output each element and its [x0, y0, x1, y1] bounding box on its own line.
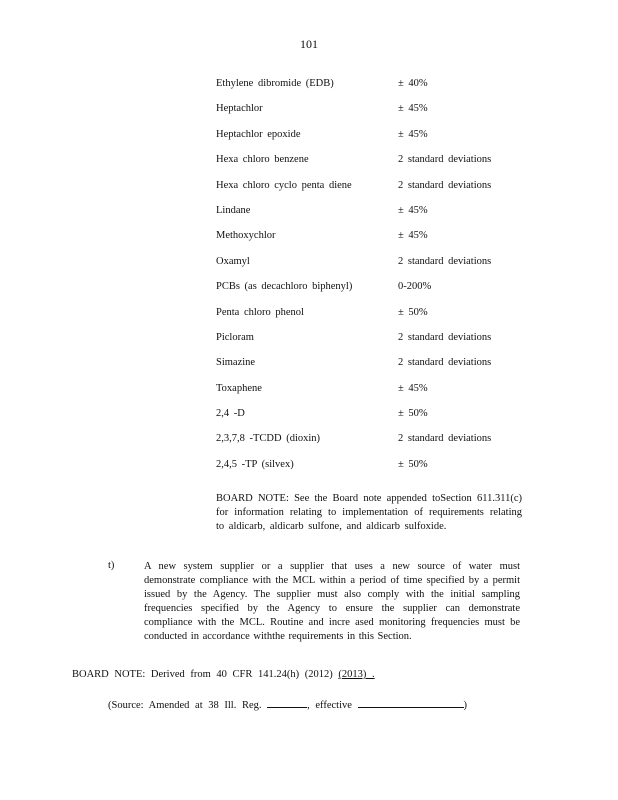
- acceptance-limit: ± 45%: [398, 230, 428, 242]
- table-row: [216, 408, 536, 433]
- board-note-derived: [72, 669, 375, 680]
- table-row: [216, 383, 536, 408]
- chemical-name: 2,4 -D: [216, 408, 245, 420]
- table-row: [216, 256, 536, 281]
- acceptance-limit: 2 standard deviations: [398, 331, 492, 343]
- subsection-text: A new system supplier or a supplier that uses a new source of water must demonstrate compliance with the MCL within a period of time specified by a permit issued by the Agency. The supplier must also comply with the initial sampling frequencies specified by the Agency to ensure the supplier can demonstrate compliance with the MCL. Routine and incre ased monitoring frequencies must be conducted in accordance withthe requirements in this Section.: [144, 561, 520, 642]
- board-note-aldicarb: BOARD NOTE: See the Board note appended toSection 611.311(c) for information relating to implementation of requirements relating to aldicarb, aldicarb sulfone, and aldicarb sulfoxide.: [216, 493, 522, 532]
- chemical-name: Heptachlor: [216, 103, 263, 115]
- acceptance-limit: ± 45%: [398, 204, 428, 216]
- acceptance-limit: 2 standard deviations: [398, 357, 492, 369]
- acceptance-limit: ± 50%: [398, 458, 428, 470]
- acceptance-limit: 2 standard deviations: [398, 255, 492, 267]
- source-note: [108, 696, 467, 711]
- chemical-name: Oxamyl: [216, 255, 250, 267]
- table-row: [216, 281, 536, 306]
- chemical-name: Heptachlor epoxide: [216, 128, 301, 140]
- acceptance-limit: 2 standard deviations: [398, 433, 492, 445]
- chemical-name: Lindane: [216, 204, 251, 216]
- table-row: [216, 357, 536, 382]
- inserted-year: (2013) .: [338, 669, 375, 680]
- acceptance-limit: ± 50%: [398, 306, 428, 318]
- table-row: [216, 332, 536, 357]
- acceptance-limit: 0-200%: [398, 281, 432, 293]
- table-row: [216, 103, 536, 128]
- acceptance-limit: ± 45%: [398, 128, 428, 140]
- chemical-name: Methoxychlor: [216, 230, 276, 242]
- table-row: [216, 230, 536, 255]
- chemical-name: Ethylene dibromide (EDB): [216, 78, 334, 89]
- chemical-name: Hexa chloro benzene: [216, 154, 309, 166]
- source-middle: , effective: [307, 700, 352, 711]
- effective-date-blank: [358, 696, 464, 708]
- deleted-year: (2012): [304, 669, 333, 680]
- source-prefix: (Source: Amended at 38 Ill. Reg.: [108, 700, 262, 711]
- acceptance-limit: ± 45%: [398, 103, 428, 115]
- chemical-name: Penta chloro phenol: [216, 306, 304, 318]
- acceptance-limit: ± 50%: [398, 408, 428, 420]
- chemical-name: PCBs (as decachloro biphenyl): [216, 281, 353, 293]
- acceptance-limit: ± 45%: [398, 382, 428, 394]
- acceptance-limit: ± 40%: [398, 78, 428, 89]
- board-note-prefix: BOARD NOTE: Derived from 40 CFR 141.24(h): [72, 669, 300, 680]
- chemical-name: Toxaphene: [216, 382, 262, 394]
- chemical-name: 2,4,5 -TP (silvex): [216, 458, 294, 470]
- table-row: [216, 433, 536, 458]
- acceptance-limit: 2 standard deviations: [398, 154, 492, 166]
- chemical-name: Simazine: [216, 357, 256, 369]
- page-number: 101: [300, 37, 318, 51]
- chemical-limits-table: [216, 78, 536, 484]
- table-row: [216, 205, 536, 230]
- table-row: [216, 180, 536, 205]
- table-row: [216, 459, 536, 484]
- source-suffix: ): [463, 700, 468, 711]
- register-page-blank: [267, 696, 307, 708]
- acceptance-limit: 2 standard deviations: [398, 179, 492, 191]
- table-row: [216, 154, 536, 179]
- table-row: [216, 129, 536, 154]
- chemical-name: Hexa chloro cyclo penta diene: [216, 179, 352, 191]
- table-row: [216, 78, 536, 103]
- table-row: [216, 307, 536, 332]
- chemical-name: 2,3,7,8 -TCDD (dioxin): [216, 433, 321, 445]
- subsection-label: t): [108, 560, 115, 571]
- chemical-name: Picloram: [216, 331, 254, 343]
